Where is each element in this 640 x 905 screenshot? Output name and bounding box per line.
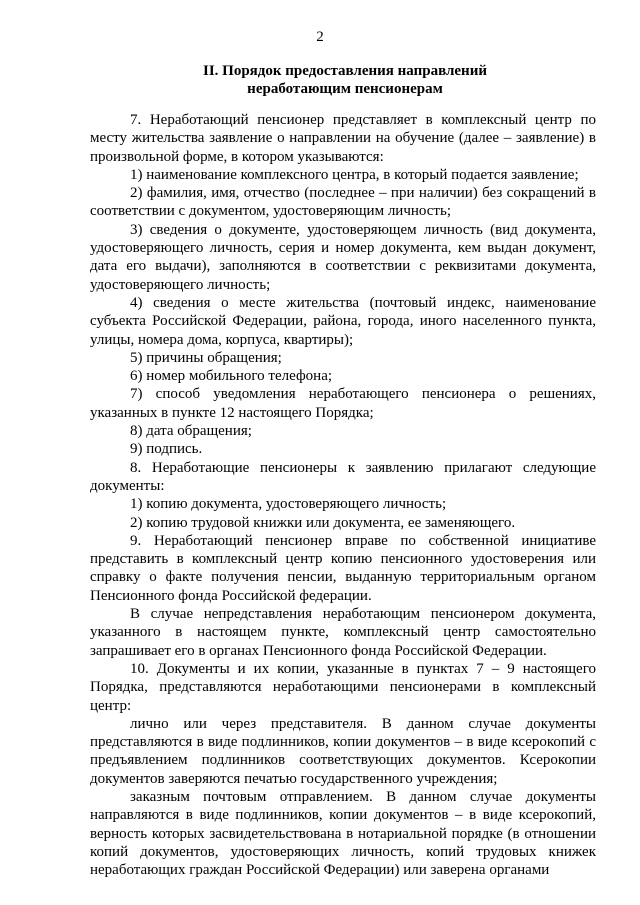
paragraph-10: 10. Документы и их копии, указанные в пунктах 7 – 9 настоящего Порядка, представляются неработающими пенсионерами в комплексный центр: [90,660,596,714]
section-title [95,62,595,98]
list-item: 3) сведения о документе, удостоверяющем личность (вид документа, удостоверяющего личность, серия и номер документа, кем выдан документ, дата его выдачи), заполняются в соответствии с реквизитами документа, удостоверяющего личность; [90,221,596,293]
paragraph-7: 7. Неработающий пенсионер представляет в комплексный центр по месту жительства заявление о направлении на обучение (далее – заявление) в произвольной форме, в котором указываются: [90,112,596,165]
paragraph: В случае непредставления неработающим пенсионером документа, указанного в настоящем пункте, комплексный центр самостоятельно запрашивает его в органах Пенсионного фонда Российской Федерации. [90,606,596,659]
paragraph: лично или через представителя. В данном случае документы представляются в виде подлинников, копии документов – в виде ксерокопий с предъявлением подлинников соответствующих документов. Ксерокопии документов заверяются печатью государственного учреждения; [90,715,596,787]
list-item: 1) копию документа, удостоверяющего личность; [130,496,447,513]
paragraph-9: 9. Неработающий пенсионер вправе по собственной инициативе представить в комплексный центр копию пенсионного удостоверения или справку о факте получения пенсии, выданную территориальным органом Пенсионного фонда Российской федерации. [90,532,596,604]
paragraph-8: 8. Неработающие пенсионеры к заявлению прилагают следующие документы: [90,459,596,494]
section-title-line-2: неработающим пенсионерам [247,81,443,97]
paragraph: заказным почтовым отправлением. В данном случае документы направляются в виде подлинников, копии документов – в виде ксерокопий, верность которых засвидетельствована в нотариальной порядке (в отношении копий документов, удостоверяющих личность, копий трудовых книжек неработающих граждан Российской Федерации) или заверена органами [90,788,596,879]
list-item: 9) подпись. [130,441,203,458]
page-number: 2 [316,29,324,45]
list-item: 1) наименование комплексного центра, в который подается заявление; [130,166,579,183]
list-item: 2) фамилия, имя, отчество (последнее – при наличии) без сокращений в соответствии с документом, удостоверяющим личность; [90,185,596,220]
document-body [90,111,596,879]
list-item: 5) причины обращения; [130,349,282,366]
section-title-line-1: II. Порядок предоставления направлений [203,63,487,79]
list-item: 7) способ уведомления неработающего пенсионера о решениях, указанных в пункте 12 настоящего Порядка; [90,386,596,421]
list-item: 6) номер мобильного телефона; [130,368,333,385]
list-item: 2) копию трудовой книжки или документа, ее заменяющего. [130,514,516,531]
list-item: 4) сведения о месте жительства (почтовый индекс, наименование субъекта Российской Федерации, района, города, иного населенного пункта, улицы, номера дома, корпуса, квартиры); [90,294,596,348]
list-item: 8) дата обращения; [130,423,252,440]
